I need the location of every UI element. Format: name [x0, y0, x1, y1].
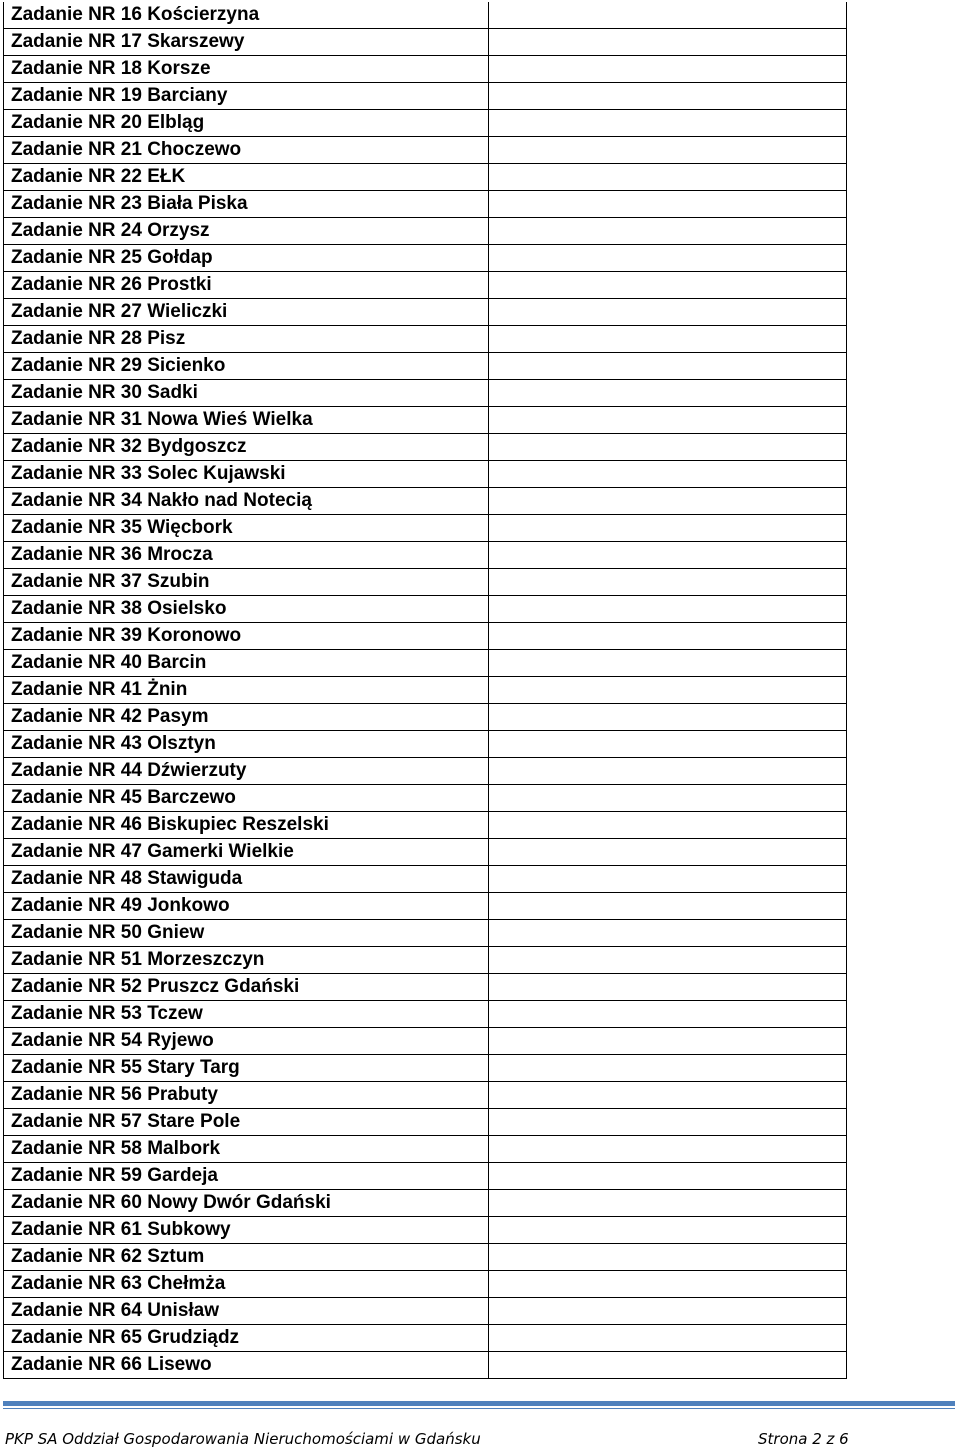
task-name-cell: Zadanie NR 37 Szubin	[4, 569, 489, 596]
empty-cell	[489, 191, 847, 218]
table-row	[4, 1163, 848, 1190]
table-right-edge	[847, 542, 848, 569]
table-right-edge	[847, 758, 848, 785]
table-row	[4, 542, 848, 569]
empty-cell	[489, 299, 847, 326]
table-right-edge	[847, 1055, 848, 1082]
table-right-edge	[847, 731, 848, 758]
empty-cell	[489, 1028, 847, 1055]
table-right-edge	[847, 380, 848, 407]
empty-cell	[489, 83, 847, 110]
table-right-edge	[847, 623, 848, 650]
task-name-cell: Zadanie NR 18 Korsze	[4, 56, 489, 83]
table-row	[4, 866, 848, 893]
empty-cell	[489, 974, 847, 1001]
empty-cell	[489, 56, 847, 83]
table-right-edge	[847, 839, 848, 866]
table-row	[4, 920, 848, 947]
table-right-edge	[847, 1001, 848, 1028]
empty-cell	[489, 893, 847, 920]
empty-cell	[489, 1217, 847, 1244]
table-right-edge	[847, 56, 848, 83]
empty-cell	[489, 353, 847, 380]
empty-cell	[489, 839, 847, 866]
empty-cell	[489, 569, 847, 596]
empty-cell	[489, 731, 847, 758]
task-name-cell: Zadanie NR 53 Tczew	[4, 1001, 489, 1028]
empty-cell	[489, 677, 847, 704]
table-right-edge	[847, 866, 848, 893]
table-row	[4, 1082, 848, 1109]
empty-cell	[489, 1001, 847, 1028]
empty-cell	[489, 1055, 847, 1082]
table-row	[4, 164, 848, 191]
empty-cell	[489, 110, 847, 137]
empty-cell	[489, 29, 847, 56]
table-row	[4, 623, 848, 650]
table-right-edge	[847, 1163, 848, 1190]
table-right-edge	[847, 920, 848, 947]
task-name-cell: Zadanie NR 29 Sicienko	[4, 353, 489, 380]
table-row	[4, 758, 848, 785]
task-name-cell: Zadanie NR 19 Barciany	[4, 83, 489, 110]
table-right-edge	[847, 1082, 848, 1109]
table-row	[4, 947, 848, 974]
empty-cell	[489, 1082, 847, 1109]
task-name-cell: Zadanie NR 35 Więcbork	[4, 515, 489, 542]
table-row	[4, 812, 848, 839]
empty-cell	[489, 758, 847, 785]
table-row	[4, 893, 848, 920]
task-name-cell: Zadanie NR 33 Solec Kujawski	[4, 461, 489, 488]
empty-cell	[489, 1136, 847, 1163]
table-right-edge	[847, 407, 848, 434]
table-row	[4, 137, 848, 164]
table-right-edge	[847, 1217, 848, 1244]
empty-cell	[489, 920, 847, 947]
task-name-cell: Zadanie NR 55 Stary Targ	[4, 1055, 489, 1082]
table-right-edge	[847, 704, 848, 731]
table-row	[4, 110, 848, 137]
task-name-cell: Zadanie NR 41 Żnin	[4, 677, 489, 704]
table-row	[4, 1325, 848, 1352]
table-right-edge	[847, 812, 848, 839]
table-row	[4, 299, 848, 326]
footer-rule-thin	[3, 1408, 955, 1409]
table-row	[4, 1352, 848, 1379]
task-name-cell: Zadanie NR 40 Barcin	[4, 650, 489, 677]
table-row	[4, 461, 848, 488]
task-name-cell: Zadanie NR 42 Pasym	[4, 704, 489, 731]
table-row	[4, 677, 848, 704]
task-name-cell: Zadanie NR 38 Osielsko	[4, 596, 489, 623]
table-right-edge	[847, 1271, 848, 1298]
table-row	[4, 245, 848, 272]
table-row	[4, 326, 848, 353]
table-row	[4, 218, 848, 245]
empty-cell	[489, 1352, 847, 1379]
table-row	[4, 434, 848, 461]
table-row	[4, 974, 848, 1001]
table-row	[4, 1244, 848, 1271]
table-row	[4, 704, 848, 731]
table-row	[4, 731, 848, 758]
table-right-edge	[847, 974, 848, 1001]
table-row	[4, 839, 848, 866]
table-right-edge	[847, 947, 848, 974]
task-name-cell: Zadanie NR 51 Morzeszczyn	[4, 947, 489, 974]
table-right-edge	[847, 83, 848, 110]
table-row	[4, 1271, 848, 1298]
task-name-cell: Zadanie NR 21 Choczewo	[4, 137, 489, 164]
empty-cell	[489, 596, 847, 623]
table-row	[4, 1298, 848, 1325]
empty-cell	[489, 461, 847, 488]
task-name-cell: Zadanie NR 45 Barczewo	[4, 785, 489, 812]
table-row	[4, 1109, 848, 1136]
table-row	[4, 56, 848, 83]
task-name-cell: Zadanie NR 44 Dźwierzuty	[4, 758, 489, 785]
table-right-edge	[847, 461, 848, 488]
table-right-edge	[847, 353, 848, 380]
task-name-cell: Zadanie NR 57 Stare Pole	[4, 1109, 489, 1136]
table-row	[4, 1190, 848, 1217]
task-name-cell: Zadanie NR 22 EŁK	[4, 164, 489, 191]
empty-cell	[489, 947, 847, 974]
task-name-cell: Zadanie NR 63 Chełmża	[4, 1271, 489, 1298]
empty-cell	[489, 1298, 847, 1325]
task-name-cell: Zadanie NR 16 Kościerzyna	[4, 2, 489, 29]
empty-cell	[489, 488, 847, 515]
empty-cell	[489, 380, 847, 407]
table-row	[4, 272, 848, 299]
table-row	[4, 29, 848, 56]
table-row	[4, 1001, 848, 1028]
table-right-edge	[847, 650, 848, 677]
task-table	[3, 2, 847, 1379]
task-name-cell: Zadanie NR 31 Nowa Wieś Wielka	[4, 407, 489, 434]
table-right-edge	[847, 218, 848, 245]
empty-cell	[489, 812, 847, 839]
empty-cell	[489, 542, 847, 569]
table-right-edge	[847, 164, 848, 191]
task-name-cell: Zadanie NR 24 Orzysz	[4, 218, 489, 245]
empty-cell	[489, 407, 847, 434]
table-row	[4, 191, 848, 218]
task-rows	[4, 2, 848, 1379]
table-right-edge	[847, 29, 848, 56]
table-row	[4, 596, 848, 623]
task-name-cell: Zadanie NR 52 Pruszcz Gdański	[4, 974, 489, 1001]
task-name-cell: Zadanie NR 59 Gardeja	[4, 1163, 489, 1190]
table-row	[4, 2, 848, 29]
footer-organization: PKP SA Oddział Gospodarowania Nieruchomościami w Gdańsku	[5, 1430, 481, 1448]
task-name-cell: Zadanie NR 47 Gamerki Wielkie	[4, 839, 489, 866]
empty-cell	[489, 272, 847, 299]
task-name-cell: Zadanie NR 26 Prostki	[4, 272, 489, 299]
empty-cell	[489, 218, 847, 245]
empty-cell	[489, 1109, 847, 1136]
table-row	[4, 83, 848, 110]
empty-cell	[489, 515, 847, 542]
footer-rule-thick	[3, 1401, 955, 1406]
table-right-edge	[847, 110, 848, 137]
table-row	[4, 1217, 848, 1244]
task-name-cell: Zadanie NR 23 Biała Piska	[4, 191, 489, 218]
task-name-cell: Zadanie NR 66 Lisewo	[4, 1352, 489, 1379]
table-right-edge	[847, 1136, 848, 1163]
task-name-cell: Zadanie NR 27 Wieliczki	[4, 299, 489, 326]
empty-cell	[489, 434, 847, 461]
footer-page-number: Strona 2 z 6	[758, 1430, 849, 1448]
table-row	[4, 1055, 848, 1082]
table-row	[4, 407, 848, 434]
task-name-cell: Zadanie NR 39 Koronowo	[4, 623, 489, 650]
empty-cell	[489, 704, 847, 731]
empty-cell	[489, 866, 847, 893]
task-name-cell: Zadanie NR 61 Subkowy	[4, 1217, 489, 1244]
table-right-edge	[847, 1244, 848, 1271]
table-right-edge	[847, 785, 848, 812]
task-name-cell: Zadanie NR 36 Mrocza	[4, 542, 489, 569]
table-right-edge	[847, 1109, 848, 1136]
table-right-edge	[847, 299, 848, 326]
table-right-edge	[847, 272, 848, 299]
task-name-cell: Zadanie NR 49 Jonkowo	[4, 893, 489, 920]
task-name-cell: Zadanie NR 20 Elbląg	[4, 110, 489, 137]
empty-cell	[489, 164, 847, 191]
task-name-cell: Zadanie NR 48 Stawiguda	[4, 866, 489, 893]
table-row	[4, 569, 848, 596]
empty-cell	[489, 326, 847, 353]
task-name-cell: Zadanie NR 54 Ryjewo	[4, 1028, 489, 1055]
empty-cell	[489, 650, 847, 677]
empty-cell	[489, 245, 847, 272]
empty-cell	[489, 623, 847, 650]
task-name-cell: Zadanie NR 43 Olsztyn	[4, 731, 489, 758]
table-right-edge	[847, 677, 848, 704]
task-name-cell: Zadanie NR 56 Prabuty	[4, 1082, 489, 1109]
task-name-cell: Zadanie NR 32 Bydgoszcz	[4, 434, 489, 461]
task-name-cell: Zadanie NR 30 Sadki	[4, 380, 489, 407]
task-name-cell: Zadanie NR 25 Gołdap	[4, 245, 489, 272]
task-name-cell: Zadanie NR 65 Grudziądz	[4, 1325, 489, 1352]
empty-cell	[489, 1325, 847, 1352]
task-name-cell: Zadanie NR 60 Nowy Dwór Gdański	[4, 1190, 489, 1217]
table-right-edge	[847, 326, 848, 353]
table-right-edge	[847, 1028, 848, 1055]
table-row	[4, 353, 848, 380]
table-row	[4, 1136, 848, 1163]
task-name-cell: Zadanie NR 62 Sztum	[4, 1244, 489, 1271]
empty-cell	[489, 785, 847, 812]
table-right-edge	[847, 1352, 848, 1379]
table-row	[4, 515, 848, 542]
empty-cell	[489, 1271, 847, 1298]
table-row	[4, 650, 848, 677]
table-row	[4, 488, 848, 515]
task-name-cell: Zadanie NR 46 Biskupiec Reszelski	[4, 812, 489, 839]
table-right-edge	[847, 488, 848, 515]
table-row	[4, 1028, 848, 1055]
table-right-edge	[847, 434, 848, 461]
table-right-edge	[847, 596, 848, 623]
table-row	[4, 380, 848, 407]
table-right-edge	[847, 515, 848, 542]
task-name-cell: Zadanie NR 58 Malbork	[4, 1136, 489, 1163]
task-name-cell: Zadanie NR 28 Pisz	[4, 326, 489, 353]
table-right-edge	[847, 1298, 848, 1325]
task-name-cell: Zadanie NR 17 Skarszewy	[4, 29, 489, 56]
task-name-cell: Zadanie NR 64 Unisław	[4, 1298, 489, 1325]
table-right-edge	[847, 893, 848, 920]
table-right-edge	[847, 191, 848, 218]
table-row	[4, 785, 848, 812]
table-right-edge	[847, 2, 848, 29]
empty-cell	[489, 2, 847, 29]
empty-cell	[489, 1244, 847, 1271]
table-right-edge	[847, 137, 848, 164]
empty-cell	[489, 137, 847, 164]
table-right-edge	[847, 245, 848, 272]
table-right-edge	[847, 1190, 848, 1217]
task-name-cell: Zadanie NR 50 Gniew	[4, 920, 489, 947]
empty-cell	[489, 1190, 847, 1217]
empty-cell	[489, 1163, 847, 1190]
table-right-edge	[847, 1325, 848, 1352]
task-name-cell: Zadanie NR 34 Nakło nad Notecią	[4, 488, 489, 515]
table-right-edge	[847, 569, 848, 596]
